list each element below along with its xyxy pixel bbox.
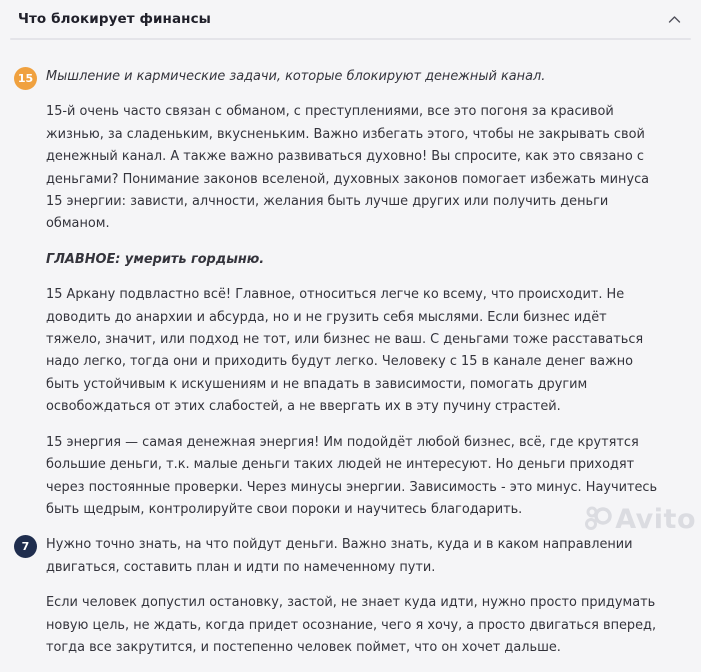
paragraph: Если человек допустил остановку, застой, не знает куда идти, нужно просто придумать новую цель, не ждать, когда придет осознание, чего я хочу, а просто двигаться вперед, тогда все закрутится, и постепенно человек поймет, что он хочет дальше. xyxy=(46,595,657,655)
watermark-brand: Avito xyxy=(615,503,696,535)
paragraph: 15 энергия — самая денежная энергия! Им подойдёт любой бизнес, всё, где крутятся большие деньги, т.к. малые деньги таких людей не интересуют. Но деньги приходят через постоянные проверки. Через минусы энергии. Зависимость - это минус. Научитесь быть щедрым, контролируйте свои пороки и научитесь благодарить. xyxy=(46,434,658,517)
item-badge-15: 15 xyxy=(14,67,37,90)
item-lead: Нужно точно знать, на что пойдут деньги. Важно знать, куда и в каком направлении двигаться, составить план и идти по намеченному пути. xyxy=(46,537,633,575)
numbered-item-15 xyxy=(14,66,681,534)
item-body-15 xyxy=(46,66,664,534)
item-body-7 xyxy=(46,534,664,672)
numbered-item-7 xyxy=(14,534,681,672)
paragraph: 15 Аркану подвластно всё! Главное, относиться легче ко всему, что происходит. Не доводить до анархии и абсурда, но и не грузить себя мыслями. Если бизнес идёт тяжело, значит, или подход не тот, или бизнес не ваш. С деньгами тоже расставаться надо легко, тогда они и приходить будут легко. Человеку с 15 в канале денег важно быть устойчивым к искушениям и не впадать в зависимости, помогать другим освобождаться от этих слабостей, а не ввергать их в эту пучину страстей. xyxy=(46,287,644,415)
chevron-up-icon[interactable] xyxy=(668,15,681,24)
item-badge-7: 7 xyxy=(14,535,37,558)
section-header[interactable] xyxy=(0,0,701,38)
emphasis-line: ГЛАВНОЕ: умерить гордыню. xyxy=(46,251,265,267)
item-lead: Мышление и кармические задачи, которые блокируют денежный канал. xyxy=(46,69,546,84)
paragraph: 15-й очень часто связан с обманом, с преступлениями, все это погоня за красивой жизнью, за сладеньким, вкусненьким. Важно избегать этого, чтобы не закрывать свой денежный канал. А также важно развиваться духовно! Вы спросите, как это связано с деньгами? Понимание законов вселеной, духовных законов помогает избежать минуса 15 энергии: зависти, алчности, желания быть лучше других или получить деньги обманом. xyxy=(46,104,650,232)
section-content xyxy=(0,40,701,672)
section-title: Что блокирует финансы xyxy=(18,11,211,27)
